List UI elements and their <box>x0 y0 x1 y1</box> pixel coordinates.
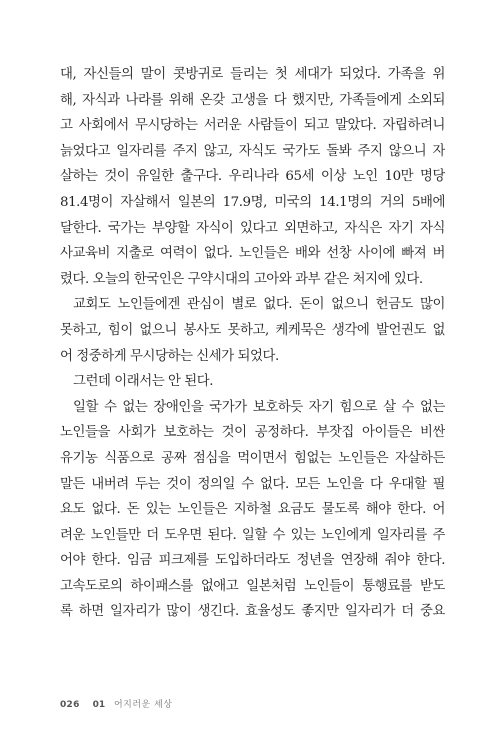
text-line: 늙었다고 일자리를 주지 않고, 자식도 국가도 돌봐 주지 않으니 자 <box>60 143 445 159</box>
text-line: 일할 수 없는 장애인을 국가가 보호하듯 자기 힘으로 살 수 없는 <box>73 399 445 415</box>
text-line: 노인들을 사회가 보호하는 것이 공정하다. 부잣집 아이들은 비싼 <box>60 425 445 441</box>
text-line: 대, 자신들의 말이 콧방귀로 들리는 첫 세대가 되었다. 가족을 위 <box>60 67 445 82</box>
text-line: 고속도로의 하이패스를 없애고 일본처럼 노인들이 통행료를 받도 <box>60 578 445 594</box>
text-line: 사교육비 지출로 여력이 없다. 노인들은 배와 선창 사이에 빠져 버 <box>60 246 445 262</box>
text-line: 못하고, 힘이 없으니 봉사도 못하고, 케케묵은 생각에 발언권도 없 <box>60 322 445 338</box>
text-line: 유기농 식품으로 공짜 점심을 먹이면서 힘없는 노인들은 자살하든 <box>60 450 445 466</box>
text-line: 려운 노인들만 더 도우면 된다. 일할 수 있는 노인에게 일자리를 주 <box>60 527 445 543</box>
chapter-number: 01 <box>92 700 106 710</box>
chapter-title: 어지러운 세상 <box>113 700 173 710</box>
text-line: 어야 한다. 임금 피크제를 도입하더라도 정년을 연장해 줘야 한다. <box>60 553 445 569</box>
text-line: 요도 없다. 돈 있는 노인들은 지하철 요금도 물도록 해야 한다. 어 <box>60 502 445 518</box>
text-line: 록 하면 일자리가 많이 생긴다. 효율성도 좋지만 일자리가 더 중요 <box>60 604 445 620</box>
text-line: 81.4명이 자살해서 일본의 17.9명, 미국의 14.1명의 거의 5배에 <box>60 194 445 210</box>
text-line: 말든 내버려 두는 것이 정의일 수 없다. 모든 노인을 다 우대할 필 <box>60 476 445 492</box>
text-line: 어 정중하게 무시당하는 신세가 되었다. <box>60 348 279 364</box>
page-number: 026 <box>60 700 80 710</box>
text-line: 그런데 이래서는 안 된다. <box>73 374 214 390</box>
text-line: 살하는 것이 유일한 출구다. 우리나라 65세 이상 노인 10만 명당 <box>60 169 445 185</box>
text-line: 고 사회에서 무시당하는 서러운 사람들이 되고 말았다. 자립하려니 <box>60 118 445 134</box>
text-line: 렸다. 오늘의 한국인은 구약시대의 고아와 과부 같은 처지에 있다. <box>60 271 423 287</box>
text-line: 달한다. 국가는 부양할 자식이 있다고 외면하고, 자식은 자기 자식 <box>60 220 445 236</box>
body-text <box>60 62 445 625</box>
page-footer <box>60 697 173 710</box>
text-line: 교회도 노인들에겐 관심이 별로 없다. 돈이 없으니 헌금도 많이 <box>73 297 445 313</box>
text-line: 해, 자식과 나라를 위해 온갖 고생을 다 했지만, 가족들에게 소외되 <box>60 92 445 108</box>
